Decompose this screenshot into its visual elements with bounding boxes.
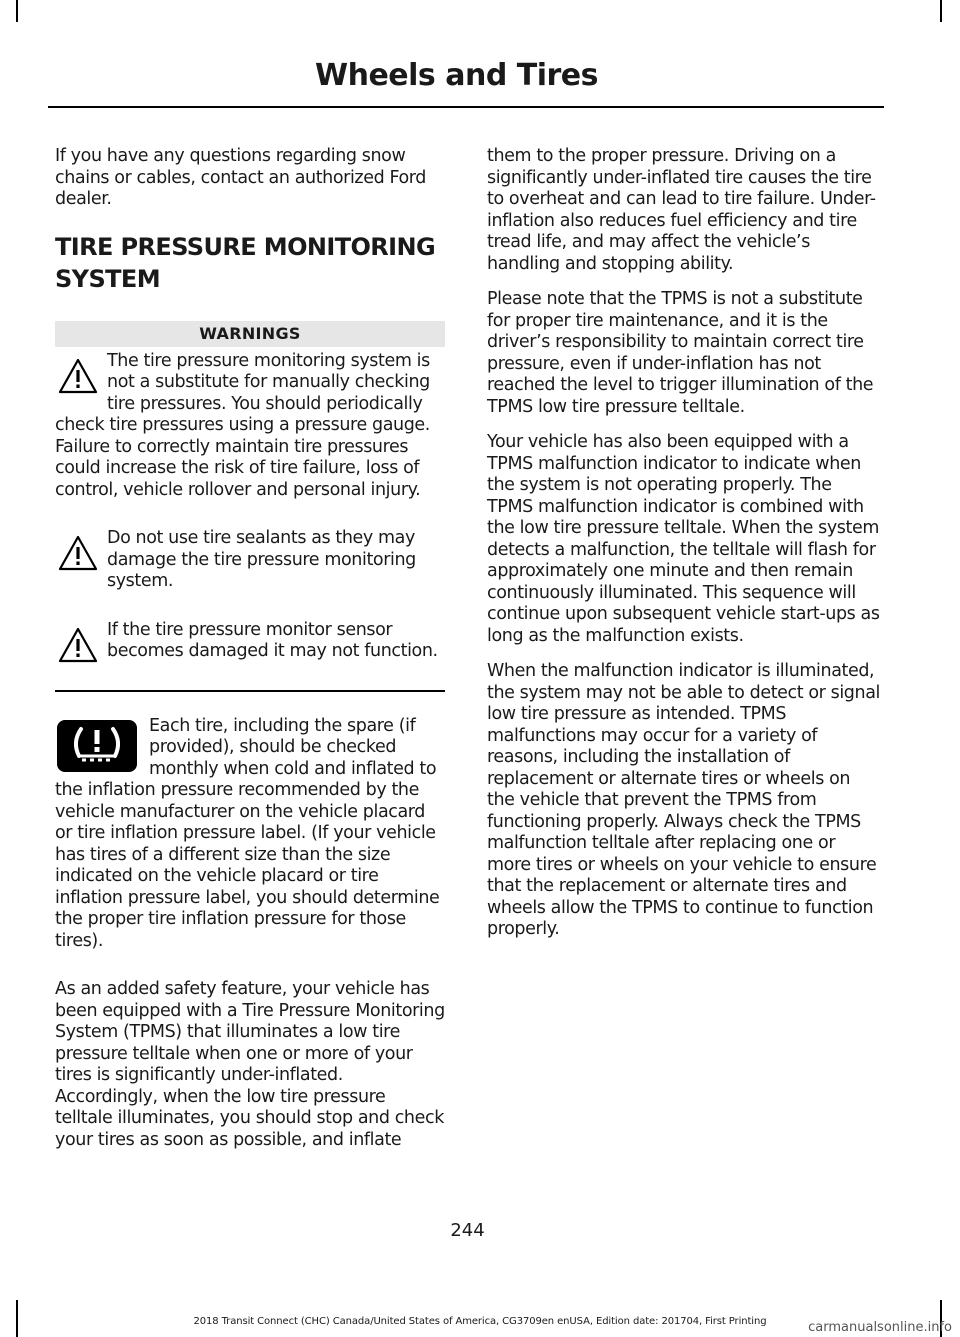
warning-item <box>55 620 445 677</box>
warning-text: If the tire pressure monitor sensor becomes damaged it may not function. <box>107 619 438 661</box>
body-paragraph: Your vehicle has also been equipped with a TPMS malfunction indicator to indicate when the system is not operating properly. The TPMS malfunction indicator is combined with the low tire pressure telltale. When the system detects a malfunction, the telltale will flash for approximately one minute and then remain continuously illuminated. This sequence will continue upon subsequent vehicle start-ups as long as the malfunction exists. <box>487 432 880 646</box>
body-paragraph: them to the proper pressure. Driving on a significantly under-inflated tire causes the tire to overheat and can lead to tire failure. Under-inflation also reduces fuel efficiency and tire tread life, and may affect the vehicle’s handling and stopping ability. <box>487 146 876 274</box>
warning-triangle-icon <box>57 357 99 395</box>
intro-paragraph: If you have any questions regarding snow chains or cables, contact an authorized Ford dealer. <box>55 146 426 209</box>
watermark: carmanualsonline.info <box>808 1320 952 1335</box>
warning-item <box>55 528 445 607</box>
crop-mark <box>940 0 942 22</box>
header-divider <box>48 106 884 108</box>
body-paragraph: When the malfunction indicator is illuminated, the system may not be able to detect or signal low tire pressure as intended. TPMS malfunctions may occur for a variety of reasons, including the installation of replacement or alternate tires or wheels on the vehicle that prevent the TPMS from functioning properly. Always check the TPMS malfunction telltale after replacing one or more tires or wheels on your vehicle to ensure that the replacement or alternate tires and wheels allow the TPMS to continue to function properly. <box>487 661 880 939</box>
tpms-paragraph-block <box>55 716 445 967</box>
right-column <box>487 146 880 955</box>
body-paragraph: As an added safety feature, your vehicle has been equipped with a Tire Pressure Monitoring System (TPMS) that illuminates a low tire pressure telltale when one or more of your tires is significantly under-inflated. Accordingly, when the low tire pressure telltale illuminates, you should stop and check your tires as soon as possible, and inflate <box>55 979 445 1150</box>
warning-text: The tire pressure monitoring system is not a substitute for manually checking tire pressures. You should periodically check tire pressures using a pressure gauge. Failure to correctly maintain tire pressures could increase the risk of tire failure, loss of control, vehicle rollover and personal injury. <box>55 350 430 500</box>
warning-triangle-icon <box>57 626 99 664</box>
warning-item <box>55 351 445 516</box>
warnings-end-divider <box>55 690 445 692</box>
page-title: Wheels and Tires <box>315 58 598 93</box>
page-number: 244 <box>450 1220 485 1241</box>
warnings-label: WARNINGS <box>55 321 445 347</box>
warning-text: Do not use tire sealants as they may damage the tire pressure monitoring system. <box>107 528 416 591</box>
section-heading: TIRE PRESSURE MONITORING SYSTEM <box>55 232 436 293</box>
left-column <box>55 146 445 1165</box>
warning-triangle-icon <box>57 534 99 572</box>
body-paragraph: Please note that the TPMS is not a substitute for proper tire maintenance, and it is the driver’s responsibility to maintain correct tire pressure, even if under-inflation has not reached the level to trigger illumination of the TPMS low tire pressure telltale. <box>487 289 874 417</box>
crop-mark <box>16 0 18 22</box>
footer-edition-info: 2018 Transit Connect (CHC) Canada/United States of America, CG3709en enUSA, Edition date: 201704, First Printing <box>193 1316 767 1327</box>
body-paragraph: Each tire, including the spare (if provided), should be checked monthly when cold and inflated to the inflation pressure recommended by the vehicle manufacturer on the vehicle placard or tire inflation pressure label. (If your vehicle has tires of a different size than the size indicated on the vehicle placard or tire inflation pressure label, you should determine the proper tire inflation pressure for those tires). <box>55 715 440 951</box>
crop-mark <box>16 1300 18 1337</box>
tpms-warning-icon <box>57 720 137 772</box>
